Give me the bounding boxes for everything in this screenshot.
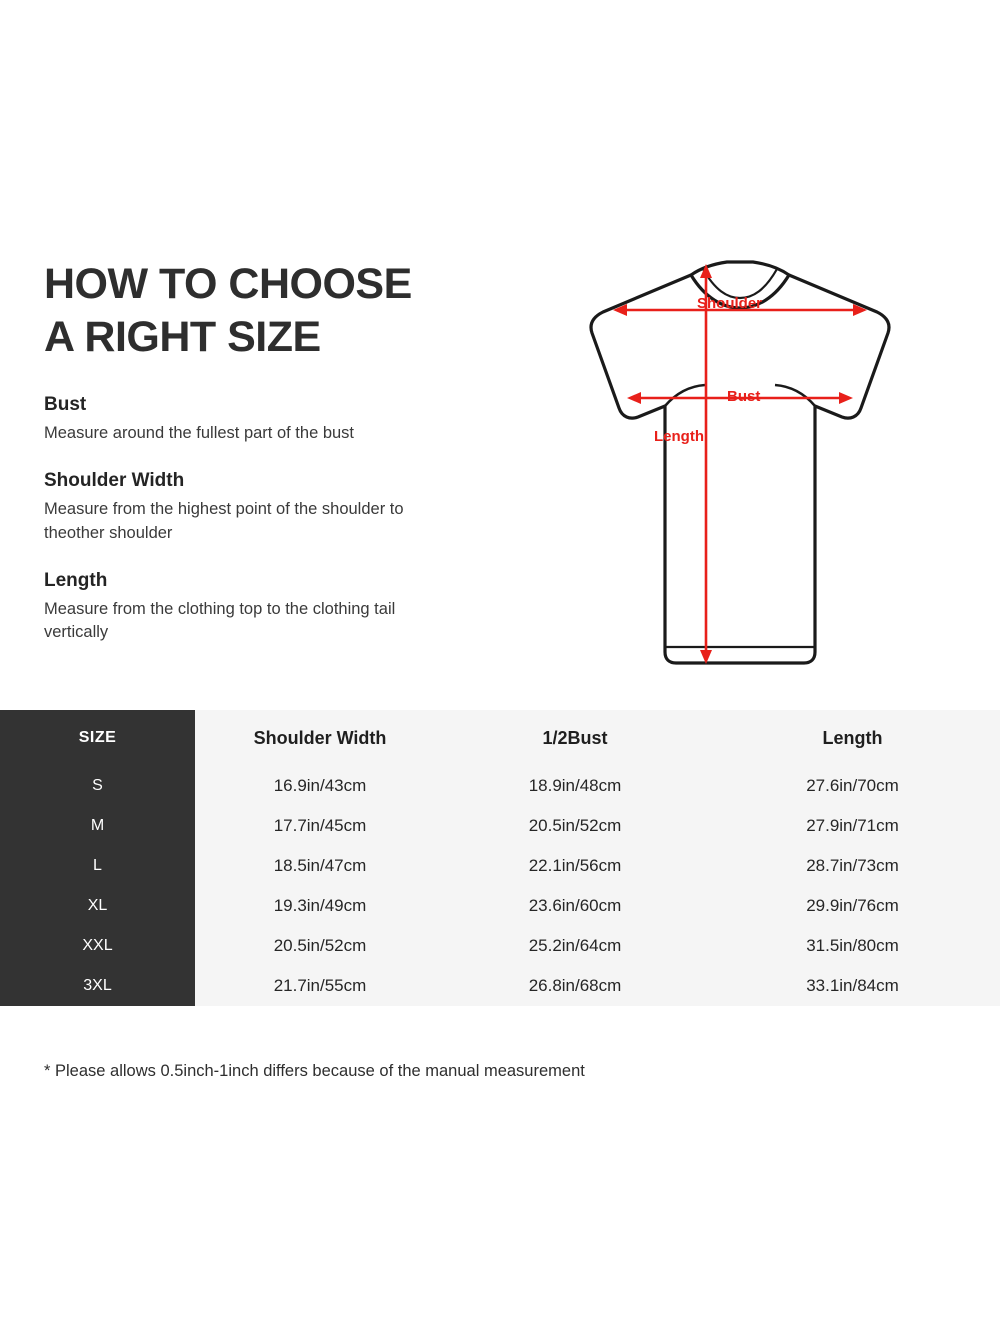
table-header bbox=[0, 710, 1000, 766]
table-row bbox=[0, 846, 1000, 886]
cell-size: 3XL bbox=[0, 966, 195, 1006]
page-title bbox=[44, 258, 504, 364]
table-row bbox=[0, 886, 1000, 926]
definition-desc-shoulder-width: Measure from the highest point of the shoulder to theother shoulder bbox=[44, 499, 404, 542]
cell-length: 28.7in/73cm bbox=[705, 846, 1000, 886]
cell-half-bust: 26.8in/68cm bbox=[445, 966, 705, 1006]
cell-half-bust: 18.9in/48cm bbox=[445, 766, 705, 806]
cell-half-bust: 22.1in/56cm bbox=[445, 846, 705, 886]
cell-size: L bbox=[0, 846, 195, 886]
cell-size: XL bbox=[0, 886, 195, 926]
page-title-line2: A RIGHT SIZE bbox=[44, 312, 321, 361]
tshirt-diagram bbox=[505, 240, 975, 690]
cell-size: S bbox=[0, 766, 195, 806]
cell-length: 31.5in/80cm bbox=[705, 926, 1000, 966]
definition-term-length: Length bbox=[44, 569, 108, 591]
label-shoulder: Shoulder bbox=[697, 295, 763, 312]
definition-term-bust: Bust bbox=[44, 393, 87, 415]
cell-length: 29.9in/76cm bbox=[705, 886, 1000, 926]
label-bust: Bust bbox=[727, 388, 761, 405]
definition-desc-length: Measure from the clothing top to the clothing tail vertically bbox=[44, 599, 396, 642]
cell-shoulder-width: 18.5in/47cm bbox=[195, 846, 445, 886]
measurement-instructions bbox=[44, 258, 504, 645]
measurement-disclaimer: * Please allows 0.5inch-1inch differs because of the manual measurement bbox=[44, 1062, 585, 1080]
definition-term-shoulder-width: Shoulder Width bbox=[44, 469, 185, 491]
cell-length: 27.9in/71cm bbox=[705, 806, 1000, 846]
definition-desc-bust: Measure around the fullest part of the bust bbox=[44, 423, 355, 442]
cell-length: 27.6in/70cm bbox=[705, 766, 1000, 806]
cell-size: XXL bbox=[0, 926, 195, 966]
table-row bbox=[0, 806, 1000, 846]
page-title-line1: HOW TO CHOOSE bbox=[44, 260, 412, 308]
cell-shoulder-width: 19.3in/49cm bbox=[195, 886, 445, 926]
cell-half-bust: 20.5in/52cm bbox=[445, 806, 705, 846]
table-header-row bbox=[0, 710, 1000, 766]
cell-shoulder-width: 21.7in/55cm bbox=[195, 966, 445, 1006]
size-table-section bbox=[0, 710, 1000, 1030]
table-row bbox=[0, 766, 1000, 806]
column-header-size: SIZE bbox=[0, 710, 195, 766]
tshirt-outline bbox=[591, 262, 889, 663]
column-header-length: Length bbox=[705, 710, 1000, 766]
column-header-shoulder-width: Shoulder Width bbox=[195, 710, 445, 766]
cell-shoulder-width: 17.7in/45cm bbox=[195, 806, 445, 846]
table-row bbox=[0, 966, 1000, 1006]
label-length: Length bbox=[654, 428, 704, 445]
table-body bbox=[0, 766, 1000, 1006]
cell-half-bust: 25.2in/64cm bbox=[445, 926, 705, 966]
cell-shoulder-width: 20.5in/52cm bbox=[195, 926, 445, 966]
table-row bbox=[0, 926, 1000, 966]
cell-size: M bbox=[0, 806, 195, 846]
cell-half-bust: 23.6in/60cm bbox=[445, 886, 705, 926]
cell-length: 33.1in/84cm bbox=[705, 966, 1000, 1006]
size-chart-table bbox=[0, 710, 1000, 1006]
cell-shoulder-width: 16.9in/43cm bbox=[195, 766, 445, 806]
column-header-half-bust: 1/2Bust bbox=[445, 710, 705, 766]
